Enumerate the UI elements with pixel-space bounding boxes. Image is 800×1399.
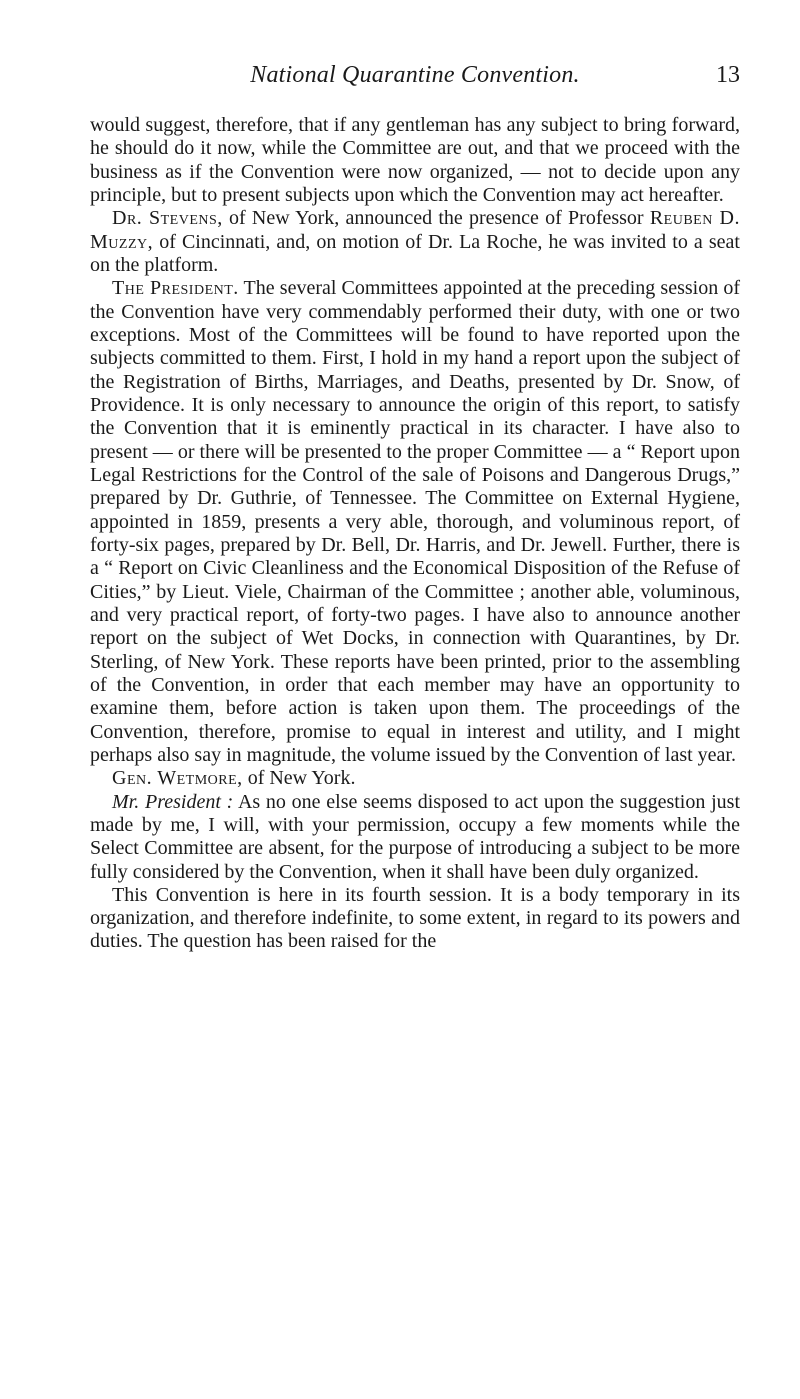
page-number: 13 <box>716 62 740 88</box>
paragraph-text: of New York. <box>242 767 356 790</box>
running-title: National Quarantine Convention. <box>250 62 580 88</box>
paragraph-address <box>90 791 740 884</box>
paragraph-text: This Convention is here in its fourth session. It is a body temporary in its organization, and therefore indefinite, to some extent, in regard to its powers and duties. The question has been raised for the <box>90 883 740 953</box>
speaker-name: The President. <box>112 277 239 300</box>
paragraph-president <box>90 277 740 767</box>
person-name: Reuben D. Muzzy, <box>90 207 740 253</box>
paragraph-wetmore <box>90 767 740 790</box>
running-head <box>90 60 740 90</box>
paragraph-text: The several Committees appointed at the preceding session of the Convention have very commendably performed their duty, with one or two exceptions. Most of the Committees will be found to have reported upon the subjects committed to them. First, I hold in my hand a report upon the subject of the Registration of Births, Marriages, and Deaths, presented by Dr. Snow, of Providence. It is only necessary to announce the origin of this report, to satisfy the Convention that it is eminently practical in its character. I have also to present — or there will be presented to the proper Committee — a “ Report upon Legal Restrictions for the Control of the sale of Poisons and Dangerous Drugs,” prepared by Dr. Guthrie, of Tennessee. The Committee on External Hygiene, appointed in 1859, presents a very able, thorough, and voluminous report, of forty-six pages, prepared by Dr. Bell, Dr. Harris, and Dr. Jewell. Further, there is a “ Report on Civic Cleanliness and the Economical Disposition of the Refuse of Cities,” by Lieut. Viele, Chairman of the Committee ; another able, voluminous, and very practical report, of forty-two pages. I have also to announce another report on the subject of Wet Docks, in connection with Quarantines, by Dr. Sterling, of New York. These reports have been printed, prior to the assembling of the Convention, in order that each member may have an opportunity to examine them, before action is taken upon them. The proceedings of the Convention, therefore, promise to equal in interest and utility, and I might perhaps also say in magnitude, the volume issued by the Convention of last year. <box>90 277 740 766</box>
body-text <box>90 114 740 954</box>
paragraph-fourth-session <box>90 884 740 954</box>
salutation: Mr. President : <box>112 790 234 813</box>
paragraph-text: of Cincinnati, and, on motion of Dr. La Roche, he was invited to a seat on the platform. <box>90 230 740 276</box>
paragraph-stevens <box>90 207 740 277</box>
paragraph-text: of New York, announced the presence of Professor <box>222 207 650 230</box>
paragraph-text: As no one else seems disposed to act upon the suggestion just made by me, I will, with your permission, occupy a few moments while the Select Committee are absent, for the purpose of introducing a subject to be more fully considered by the Convention, when it shall have been duly organized. <box>90 790 740 883</box>
speaker-name: Dr. Stevens, <box>112 207 223 230</box>
paragraph-continuation <box>90 114 740 207</box>
paragraph-text: would suggest, therefore, that if any gentleman has any subject to bring forward, he should do it now, while the Committee are out, and that we proceed with the business as if the Convention were now organized, — not to decide upon any principle, but to present subjects upon which the Convention may act hereafter. <box>90 114 740 206</box>
speaker-name: Gen. Wetmore, <box>112 767 243 790</box>
